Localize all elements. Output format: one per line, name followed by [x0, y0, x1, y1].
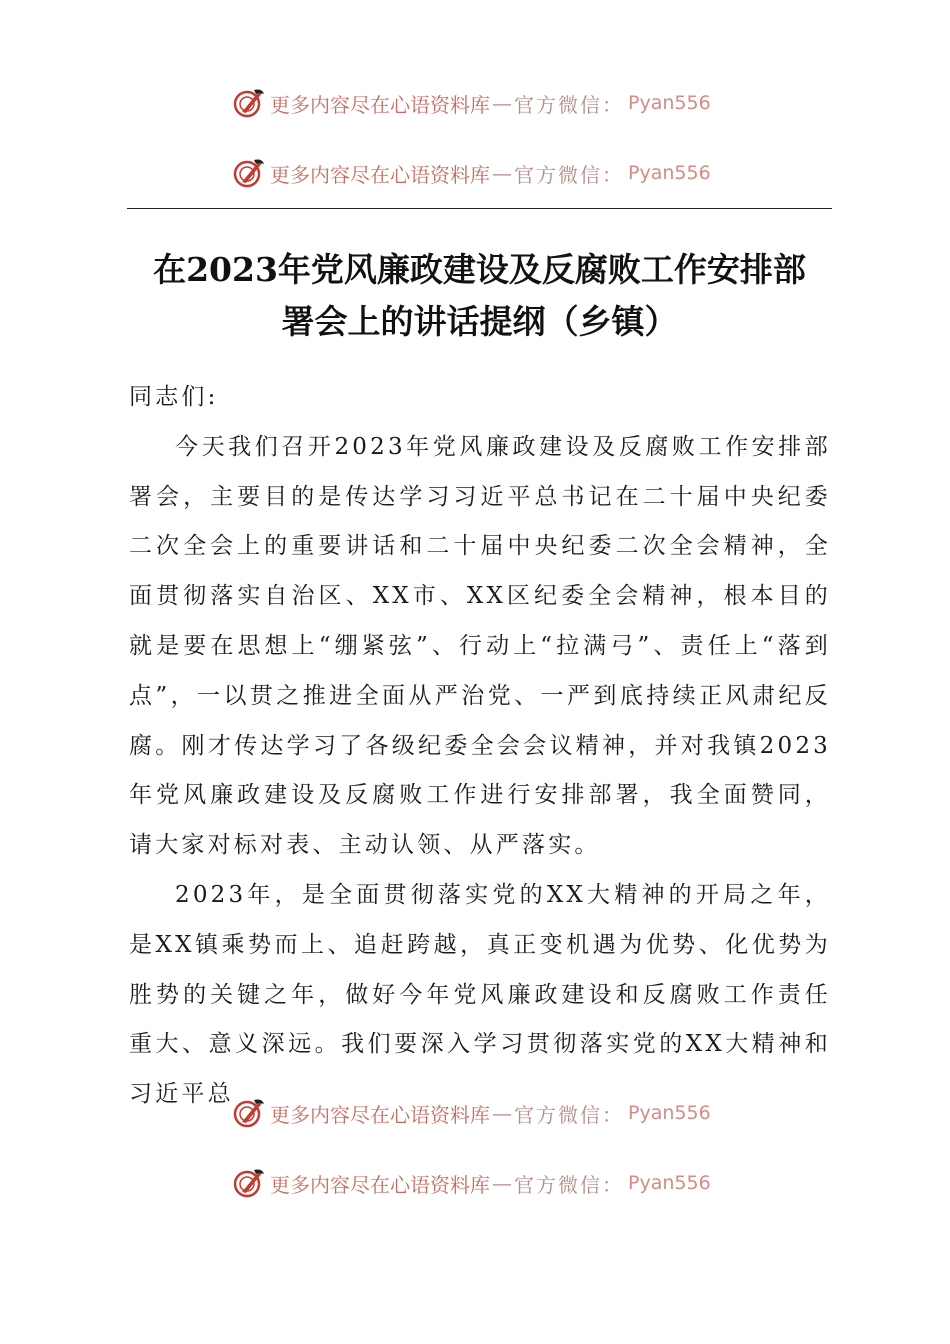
watermark-bottom-2	[232, 1165, 711, 1201]
paragraph-2: 2023年，是全面贯彻落实党的XX大精神的开局之年，是XX镇乘势而上、追赶跨越，真正变机遇为优势、化优势为胜势的关键之年，做好今年党风廉政建设和反腐败工作责任重大、意义深远。我们要深入学习贯彻落实党的XX大精神和习近平总	[129, 881, 831, 1108]
quill-logo-icon	[232, 86, 266, 120]
watermark-text: 更多内容尽在心语资料库	[270, 1172, 490, 1197]
watermark-top-1	[232, 85, 711, 121]
document-body	[129, 373, 831, 1120]
watermark-text: 更多内容尽在心语资料库	[270, 92, 490, 117]
quill-logo-icon	[232, 1166, 266, 1200]
watermark-id: Pyan556	[628, 1172, 711, 1194]
watermark-id: Pyan556	[628, 1102, 711, 1124]
title-line-1: 在2023年党风廉政建设及反腐败工作安排部	[153, 250, 806, 289]
document-title	[127, 244, 832, 348]
watermark-id: Pyan556	[628, 92, 711, 114]
watermark-label: 官方微信：	[514, 162, 624, 187]
watermark-separator: —	[492, 91, 512, 115]
watermark-separator: —	[492, 1171, 512, 1195]
quill-logo-icon	[232, 156, 266, 190]
watermark-label: 官方微信：	[514, 1172, 624, 1197]
quill-logo-icon	[232, 1096, 266, 1130]
paragraph-1: 今天我们召开2023年党风廉政建设及反腐败工作安排部署会，主要目的是传达学习习近平总书记在二十届中央纪委二次全会上的重要讲话和二十届中央纪委二次全会精神，全面贯彻落实自治区、XX市、XX区纪委全会精神，根本目的就是要在思想上“绷紧弦”、行动上“拉满弓”、责任上“落到点”，一以贯之推进全面从严治党、一严到底持续正风肃纪反腐。刚才传达学习了各级纪委全会会议精神，并对我镇2023年党风廉政建设及反腐败工作进行安排部署，我全面赞同，请大家对标对表、主动认领、从严落实。	[129, 433, 831, 859]
watermark-id: Pyan556	[628, 162, 711, 184]
salutation: 同志们:	[129, 384, 219, 410]
watermark-label: 官方微信：	[514, 1102, 624, 1127]
watermark-text: 更多内容尽在心语资料库	[270, 162, 490, 187]
watermark-separator: —	[492, 1101, 512, 1125]
watermark-top-2	[232, 155, 711, 191]
watermark-separator: —	[492, 161, 512, 185]
watermark-label: 官方微信：	[514, 92, 624, 117]
title-line-2: 署会上的讲话提纲（乡镇）	[281, 302, 678, 341]
watermark-bottom-1	[232, 1095, 711, 1131]
header-divider	[127, 208, 832, 209]
watermark-text: 更多内容尽在心语资料库	[270, 1102, 490, 1127]
